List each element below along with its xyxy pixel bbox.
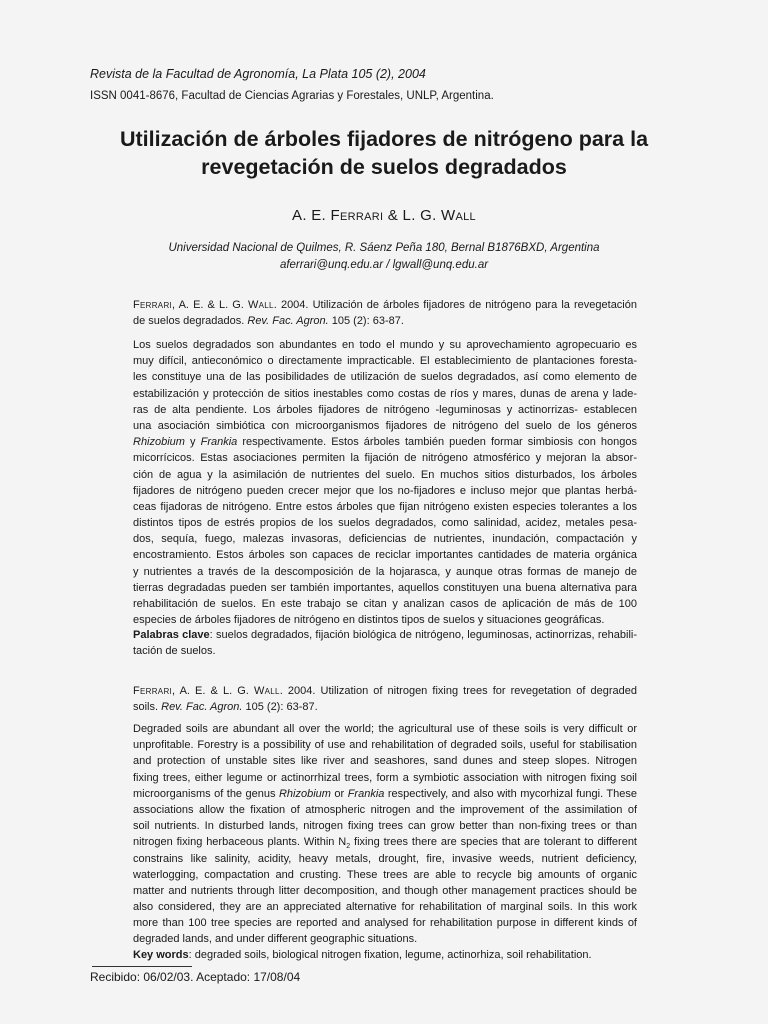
abstract-line — [133, 402, 637, 418]
genus-rhizobium: Rhizobium — [133, 436, 185, 449]
text-run: les constituye una de las posibilidades de utilización de suelos degradados, así como elemento de — [133, 371, 637, 384]
authors: A. E. Ferrari & L. G. Wall — [292, 207, 476, 224]
text-run: micorrícicos. Estas asociaciones permiten la fijación de nitrógeno atmosférico y mejoran la absor- — [133, 452, 637, 465]
text-run: ras de alta pendiente. Los árboles fijadores de nitrógeno -leguminosas y actinorrizas- establecen — [133, 403, 637, 416]
text-run: waterlogging, compactation and crusting. These trees are able to recycle big amounts of organic — [133, 868, 637, 881]
genus-frankia: Frankia — [347, 787, 385, 800]
citation-author-1: Ferrari — [133, 685, 173, 697]
subscript-2: 2 — [346, 843, 351, 851]
text-run: muy difícil, antieconómico o directamente impracticable. El establecimiento de plantaciones foresta- — [133, 355, 637, 368]
abstract-line — [133, 612, 637, 628]
abstract-line — [133, 547, 637, 563]
abstract-line — [133, 931, 637, 947]
citation-rest: . 2004. Utilization of nitrogen fixing trees for revegetation of degraded — [279, 685, 637, 697]
spanish-keywords — [133, 627, 637, 659]
abstract-line — [133, 369, 637, 385]
citation-journal: Rev. Fac. Agron. — [247, 315, 329, 328]
text-run: microorganisms of the genus — [133, 787, 279, 800]
spanish-keywords-line-2: tación de suelos. — [133, 645, 216, 658]
abstract-line — [133, 770, 637, 786]
issn-line: ISSN 0041-8676, Facultad de Ciencias Agrarias y Forestales, UNLP, Argentina. — [90, 90, 494, 102]
abstract-line — [133, 818, 637, 834]
keywords-text: : suelos degradados, fijación biológica de nitrógeno, leguminosas, actinorrizas, rehabili- — [209, 629, 637, 641]
affiliation — [90, 240, 678, 274]
english-keywords — [133, 947, 637, 963]
abstract-line — [133, 531, 637, 547]
text-run: nitrogen fixing herbaceous plants. Within N — [133, 836, 347, 849]
abstract-line — [133, 515, 637, 531]
keywords-text: : degraded soils, biological nitrogen fixation, legume, actinorhiza, soil rehabilitation. — [188, 949, 592, 961]
title-line-1: Utilización de árboles fijadores de nitrógeno para la — [119, 127, 649, 151]
abstract-line — [133, 337, 637, 353]
english-keywords-line — [133, 947, 637, 963]
abstract-line — [133, 386, 637, 402]
citation-rest: . 2004. Utilización de árboles fijadores de nitrógeno para la revegetación — [273, 299, 637, 311]
genus-rhizobium: Rhizobium — [278, 787, 331, 800]
text-run: Los suelos degradados son abundantes en todo el mundo y su aprovechamiento agropecuario es — [133, 339, 637, 351]
abstract-line — [133, 899, 637, 915]
abstract-line — [133, 450, 637, 466]
text-run: rehabilitación de suelos. En este trabajo se citan y analizan casos de aplicación de más de 100 — [133, 598, 637, 610]
text-run: respectively, and also with mycorhizal fungi. These — [384, 787, 637, 800]
abstract-line — [133, 883, 637, 899]
citation-title-end: de suelos degradados. — [133, 315, 248, 328]
paper-title — [70, 125, 698, 181]
abstract-line — [133, 353, 637, 369]
abstract-line — [133, 580, 637, 596]
spanish-citation-line-2 — [133, 313, 637, 329]
journal-reference: Revista de la Facultad de Agronomía, La Plata 105 (2), 2004 — [90, 67, 426, 81]
abstract-line — [133, 467, 637, 483]
english-citation — [133, 683, 637, 715]
abstract-line — [133, 737, 637, 753]
text-run: y nutrientes a través de la descomposición de la hojarasca, y aunque otras formas de manejo de — [133, 565, 637, 578]
text-run: soil nutrients. In disturbed lands, nitrogen fixing trees can grow better than non-fixing trees or than — [133, 820, 637, 833]
citation-mid: , A. E. & L. G. — [172, 685, 254, 697]
abstract-line — [133, 721, 637, 737]
affiliation-address: Universidad Nacional de Quilmes, R. Sáenz Peña 180, Bernal B1876BXD, Argentina — [168, 242, 600, 254]
english-abstract — [133, 721, 637, 948]
spanish-abstract — [133, 337, 637, 628]
english-citation-line-2 — [133, 699, 637, 715]
received-accepted-dates: Recibido: 06/02/03. Aceptado: 17/08/04 — [90, 970, 301, 984]
text-run: degraded lands, and under different geographic situations. — [133, 933, 418, 946]
citation-volume: 105 (2): 63-87. — [328, 315, 404, 328]
citation-journal: Rev. Fac. Agron. — [161, 701, 243, 714]
title-line-2: revegetación de suelos degradados — [201, 155, 567, 179]
text-run: fijadores de nitrógeno pueden crecer mejor que los no-fijadores e incluso mejor que plantas herbá- — [133, 484, 637, 497]
abstract-line — [133, 753, 637, 769]
text-run: Degraded soils are abundant all over the world; the agricultural use of these soils is very difficult or — [133, 723, 637, 735]
text-run: y — [184, 436, 201, 449]
footer-rule — [92, 966, 192, 967]
abstract-line — [133, 834, 637, 850]
abstract-line — [133, 851, 637, 867]
abstract-line — [133, 564, 637, 580]
citation-title-end: soils. — [133, 701, 162, 714]
text-run: matter and nutrients through litter decomposition, and though other management practices should be — [133, 884, 637, 897]
text-run: tierras degradadas pueden ser también importantes, aquellos constituyen una buena alternativa para — [133, 581, 637, 594]
keywords-label: Key words — [133, 949, 189, 961]
text-run: una asociación simbiótica con microorganismos fijadores de nitrógeno del suelo de los géneros — [133, 419, 637, 432]
text-run: especies de árboles fijadores de nitrógeno en distintos tipos de suelos y situaciones geográficas. — [133, 614, 605, 627]
spanish-citation — [133, 297, 637, 329]
citation-volume: 105 (2): 63-87. — [242, 701, 318, 714]
abstract-line — [133, 867, 637, 883]
text-run: more than 100 tree species are reported and analysed for rehabilitation purpose in different kinds of — [133, 917, 637, 930]
text-run: encostramiento. Estos árboles son capaces de reciclar importantes cantidades de materia orgánica — [133, 549, 637, 562]
citation-author-1: Ferrari — [133, 299, 173, 311]
affiliation-emails: aferrari@unq.edu.ar / lgwall@unq.edu.ar — [279, 259, 489, 271]
text-run: respectivamente. Estos árboles también pueden formar simbiosis con hongos — [237, 436, 637, 449]
abstract-line — [133, 786, 637, 802]
citation-author-2: Wall — [247, 299, 274, 311]
abstract-line — [133, 418, 637, 434]
text-run: fixing trees there are species that are tolerant to different — [350, 836, 637, 849]
text-run: unprofitable. Forestry is a possibility of use and rehabilitation of degraded soils, useful for stabilisation — [133, 739, 637, 752]
english-citation-line-1 — [133, 683, 637, 699]
text-run: associations allow the fixation of atmospheric nitrogen and the improvement of the assimilation of — [133, 803, 637, 816]
abstract-line — [133, 802, 637, 818]
text-run: also considered, they are an appreciated alternative for rehabilitation of marginal soils. In this work — [133, 901, 637, 914]
abstract-line — [133, 499, 637, 515]
text-run: fixing trees, either legume or actinorrhizal trees, form a symbiotic association with nitrogen fixing soil — [133, 771, 637, 784]
citation-mid: , A. E. & L. G. — [172, 299, 248, 311]
keywords-label: Palabras clave — [133, 629, 210, 641]
text-run: ción de agua y la asimilación de nutrientes del suelo. En muchos sitios disturbados, los árboles — [133, 468, 637, 481]
abstract-line — [133, 915, 637, 931]
text-run: estabilización y protección de sitios inestables como costas de ríos y mares, dunas de arena y lade- — [133, 387, 637, 400]
abstract-line — [133, 596, 637, 612]
text-run: ceas fijadoras de nitrógeno. Entre estos árboles que fijan nitrógeno existen especies tolerantes a los — [133, 500, 637, 513]
abstract-line — [133, 483, 637, 499]
abstract-line — [133, 434, 637, 450]
citation-author-2: Wall — [253, 685, 280, 697]
text-run: or — [330, 787, 348, 800]
spanish-citation-line-1 — [133, 297, 637, 313]
text-run: distintos tipos de estrés propios de los suelos degradados, como salinidad, acidez, metales pesa- — [133, 517, 637, 530]
genus-frankia: Frankia — [200, 436, 238, 449]
text-run: constrains like salinity, acidity, heavy metals, drought, fire, invasive weeds, nutrient deficiency, — [133, 852, 637, 865]
text-run: and protection of unstable sites like river and seashores, sand dunes and steep slopes. Nitrogen — [133, 755, 637, 768]
text-run: dos, sequía, fuego, malezas invasoras, deficiencias de nutrientes, inundación, compactación y — [133, 533, 637, 546]
spanish-keywords-line-1 — [133, 627, 637, 643]
